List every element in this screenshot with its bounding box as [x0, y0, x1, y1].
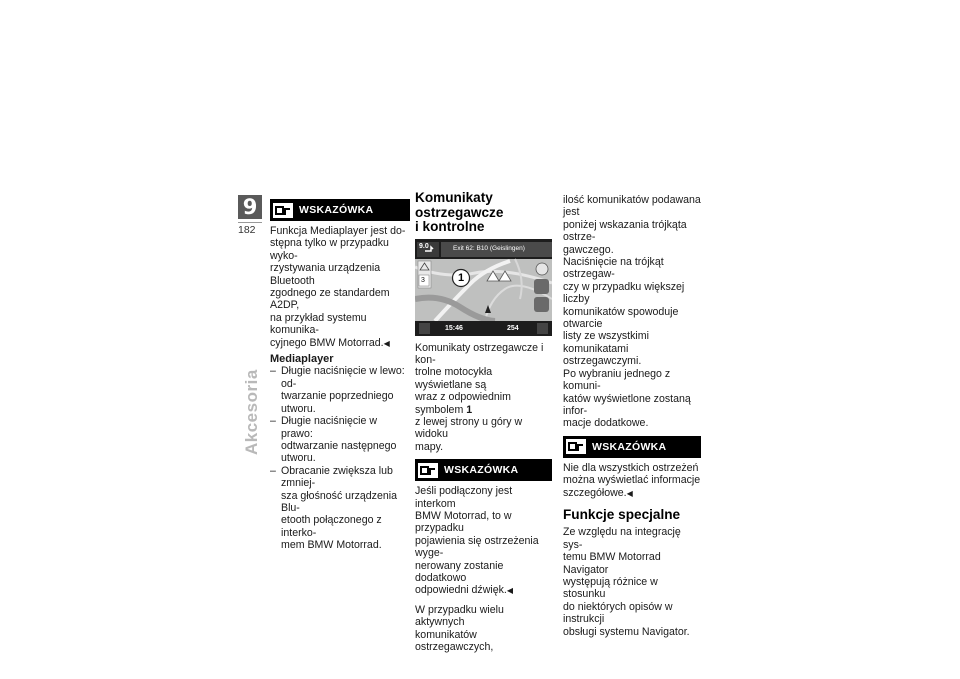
dash-bullet: –: [270, 365, 276, 378]
section-heading: [415, 191, 552, 235]
note-text: [415, 485, 552, 598]
text-line: pojawienia się ostrzeżenia wyge-: [415, 534, 539, 560]
list-item: [270, 365, 410, 415]
text-span: cyjnego BMW Motorrad.: [270, 336, 384, 349]
text-line: Po wybraniu jednego z komuni-: [563, 367, 671, 393]
warning-count: 3: [421, 276, 425, 284]
paragraph: [415, 604, 552, 654]
text-line: katów wyświetlone zostaną infor-: [563, 392, 691, 417]
text-line: BMW Motorrad, to w przypadku: [415, 509, 512, 535]
list-item: [270, 415, 410, 465]
text-line: rzystywania urządzenia Bluetooth: [270, 262, 381, 287]
note-label: WSKAZÓWKA: [299, 203, 374, 216]
paragraph: [563, 194, 701, 430]
navigator-map-screenshot: [415, 239, 552, 336]
text-line: stępna tylko w przypadku wyko-: [270, 237, 389, 262]
heading-line: i kontrolne: [415, 219, 485, 234]
text-line: z lewej strony u góry w widoku: [415, 415, 523, 441]
text-span: szczegółowe.: [563, 486, 627, 499]
text-line: sza głośność urządzenia Blu-: [281, 489, 398, 514]
zoom-in-icon: [534, 279, 549, 294]
list-item: [270, 465, 410, 552]
text-line: na przykład systemu komunika-: [270, 311, 367, 337]
text-line: Komunikaty ostrzegawcze i kon-: [415, 341, 544, 366]
text-line: występują różnice w stosunku: [563, 576, 658, 601]
book-hand-icon: [566, 439, 586, 454]
end-mark: ◀: [506, 586, 514, 596]
paragraph: [563, 526, 701, 638]
note-text: [563, 462, 701, 500]
chapter-title: Akcesoria: [242, 369, 261, 455]
text-line: [270, 337, 410, 350]
chapter-title-vertical: [238, 345, 268, 465]
heading-line: Komunikaty ostrzegawcze: [415, 190, 504, 220]
symbol-ref: 1: [466, 403, 473, 416]
column-3: [563, 194, 701, 638]
text-line: komunikatów spowoduje otwarcie: [563, 305, 679, 331]
end-mark: ◀: [383, 338, 390, 348]
text-line: odtwarzanie następnego: [281, 439, 397, 452]
note-text: [270, 225, 410, 350]
text-line: utworu.: [281, 452, 316, 465]
text-line: Nie dla wszystkich ostrzeżeń: [563, 461, 699, 474]
exit-label: Exit 62: B10 (Geislingen): [453, 244, 525, 252]
distance-readout: 254: [507, 324, 519, 332]
clock-readout: 15:46: [445, 324, 463, 332]
text-line: Jeśli podłączony jest interkom: [415, 485, 513, 510]
text-span: wraz z odpowiednim symbolem: [415, 391, 511, 416]
end-mark: ◀: [626, 488, 633, 498]
text-line: Ze względu na integrację sys-: [563, 526, 681, 551]
text-line: poniżej wskazania trójkąta ostrze-: [563, 218, 687, 244]
text-line: zgodnego ze standardem A2DP,: [270, 287, 390, 312]
map-graphic: [415, 239, 552, 336]
text-line: twarzanie poprzedniego utworu.: [281, 390, 394, 415]
text-line: Naciśnięcie na trójkąt ostrzegaw-: [563, 256, 664, 281]
text-line: Obracanie zwiększa lub zmniej-: [281, 464, 393, 490]
text-line: komunikatów ostrzegawczych,: [415, 628, 494, 654]
text-line: macje dodatkowe.: [563, 417, 649, 430]
text-line: do niektórych opisów w instrukcji: [563, 600, 673, 626]
text-line: [415, 391, 552, 416]
text-line: mapy.: [415, 440, 444, 453]
book-hand-icon: [418, 463, 438, 478]
chapter-marker: [238, 195, 264, 236]
text-line: można wyświetlać informacje: [563, 474, 701, 487]
text-line: obsługi systemu Navigator.: [563, 625, 690, 638]
note-label: WSKAZÓWKA: [592, 440, 667, 453]
note-header: [415, 459, 552, 481]
text-line: ostrzegawczymi.: [563, 355, 642, 368]
book-hand-icon: [273, 203, 293, 218]
text-line: Długie naciśnięcie w lewo: od-: [281, 365, 405, 390]
column-1: [270, 199, 410, 552]
text-line: listy ze wszystkimi komunikatami: [563, 330, 649, 355]
section-heading: Mediaplayer: [270, 353, 334, 366]
section-heading: Funkcje specjalne: [563, 506, 681, 522]
page-number: 182: [238, 222, 262, 236]
text-line: Długie naciśnięcie w prawo:: [281, 415, 377, 440]
text-line: trolne motocykła wyświetlane są: [415, 366, 493, 391]
dash-bullet: –: [270, 415, 276, 428]
text-line: ilość komunikatów podawana jest: [563, 194, 701, 219]
callout-number: 1: [458, 271, 465, 284]
text-line: [415, 584, 552, 597]
text-line: [563, 487, 701, 500]
text-line: mem BMW Motorrad.: [281, 539, 382, 552]
speed-readout: 9.0: [419, 242, 429, 250]
chapter-number: 9: [238, 195, 262, 219]
text-line: nerowany zostanie dodatkowo: [415, 559, 504, 584]
note-header: [563, 436, 701, 458]
zoom-out-icon: [534, 297, 549, 312]
dash-bullet: –: [270, 464, 276, 477]
text-line: czy w przypadku większej liczby: [563, 280, 685, 306]
text-line: temu BMW Motorrad Navigator: [563, 551, 661, 576]
text-span: odpowiedni dźwięk.: [415, 584, 507, 597]
note-label: WSKAZÓWKA: [444, 463, 519, 476]
column-2: [415, 191, 552, 653]
text-line: gawczego.: [563, 243, 614, 256]
paragraph: [415, 342, 552, 454]
note-header: [270, 199, 410, 221]
text-line: etooth połączonego z interko-: [281, 514, 382, 539]
text-line: Funkcja Mediaplayer jest do-: [270, 225, 406, 237]
text-line: W przypadku wielu aktywnych: [415, 603, 504, 629]
